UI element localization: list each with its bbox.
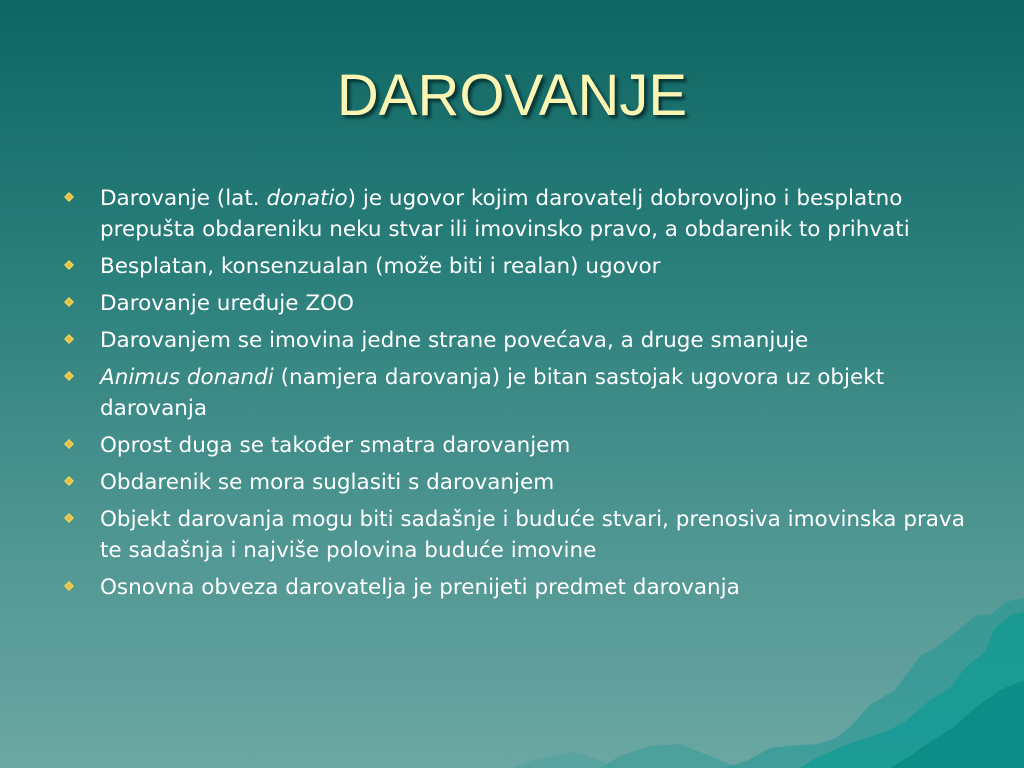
diamond-bullet-icon	[64, 260, 74, 270]
bullet-item	[62, 362, 972, 424]
diamond-bullet-icon	[64, 297, 74, 307]
bullet-text-pre: Darovanje (lat.	[100, 186, 267, 211]
bullet-item	[62, 572, 972, 603]
bullet-text-italic: donatio	[266, 186, 348, 211]
diamond-bullet-icon	[64, 192, 74, 202]
bullet-item	[62, 504, 972, 566]
bullet-list	[62, 183, 972, 609]
bullet-text	[100, 254, 661, 279]
bullet-item	[62, 183, 972, 245]
bullet-text	[100, 291, 354, 316]
diamond-bullet-icon	[64, 439, 74, 449]
bullet-text	[100, 575, 740, 600]
bullet-text-plain: Darovanjem se imovina jedne strane povećava, a druge smanjuje	[100, 328, 809, 353]
bullet-text-plain: Osnovna obveza darovatelja je prenijeti predmet darovanja	[100, 575, 740, 600]
diamond-bullet-icon	[64, 476, 74, 486]
bullet-item	[62, 325, 972, 356]
slide-title: DAROVANJE	[336, 63, 688, 128]
bullet-text-plain: Oprost duga se također smatra darovanjem	[100, 433, 571, 458]
bullet-item	[62, 430, 972, 461]
bullet-text-plain: Darovanje uređuje ZOO	[100, 291, 354, 316]
diamond-bullet-icon	[64, 513, 74, 523]
bullet-item	[62, 288, 972, 319]
bullet-text	[100, 433, 570, 458]
bullet-text	[100, 328, 808, 353]
bullet-item	[62, 251, 972, 282]
bullet-text	[100, 365, 884, 421]
bullet-item	[62, 467, 972, 498]
bullet-text-post: ) je ugovor kojim darovatelj dobrovoljno i besplatno prepušta obdareniku neku stvar ili imovinsko pravo, a obdarenik to prihvati	[100, 186, 910, 242]
bullet-text	[100, 507, 965, 563]
bullet-text-plain: Obdarenik se mora suglasiti s darovanjem	[100, 470, 555, 495]
bullet-text-plain: Objekt darovanja mogu biti sadašnje i buduće stvari, prenosiva imovinska prava te sadašnja i najviše polovina buduće imovine	[100, 507, 965, 563]
diamond-bullet-icon	[64, 371, 74, 381]
bullet-text-italic: Animus donandi	[100, 365, 274, 390]
diamond-bullet-icon	[64, 334, 74, 344]
bullet-text-post: (namjera darovanja) je bitan sastojak ugovora uz objekt darovanja	[100, 365, 885, 421]
bullet-text	[100, 470, 554, 495]
bullet-text-plain: Besplatan, konsenzualan (može biti i realan) ugovor	[100, 254, 661, 279]
diamond-bullet-icon	[64, 581, 74, 591]
bullet-text	[100, 186, 910, 242]
